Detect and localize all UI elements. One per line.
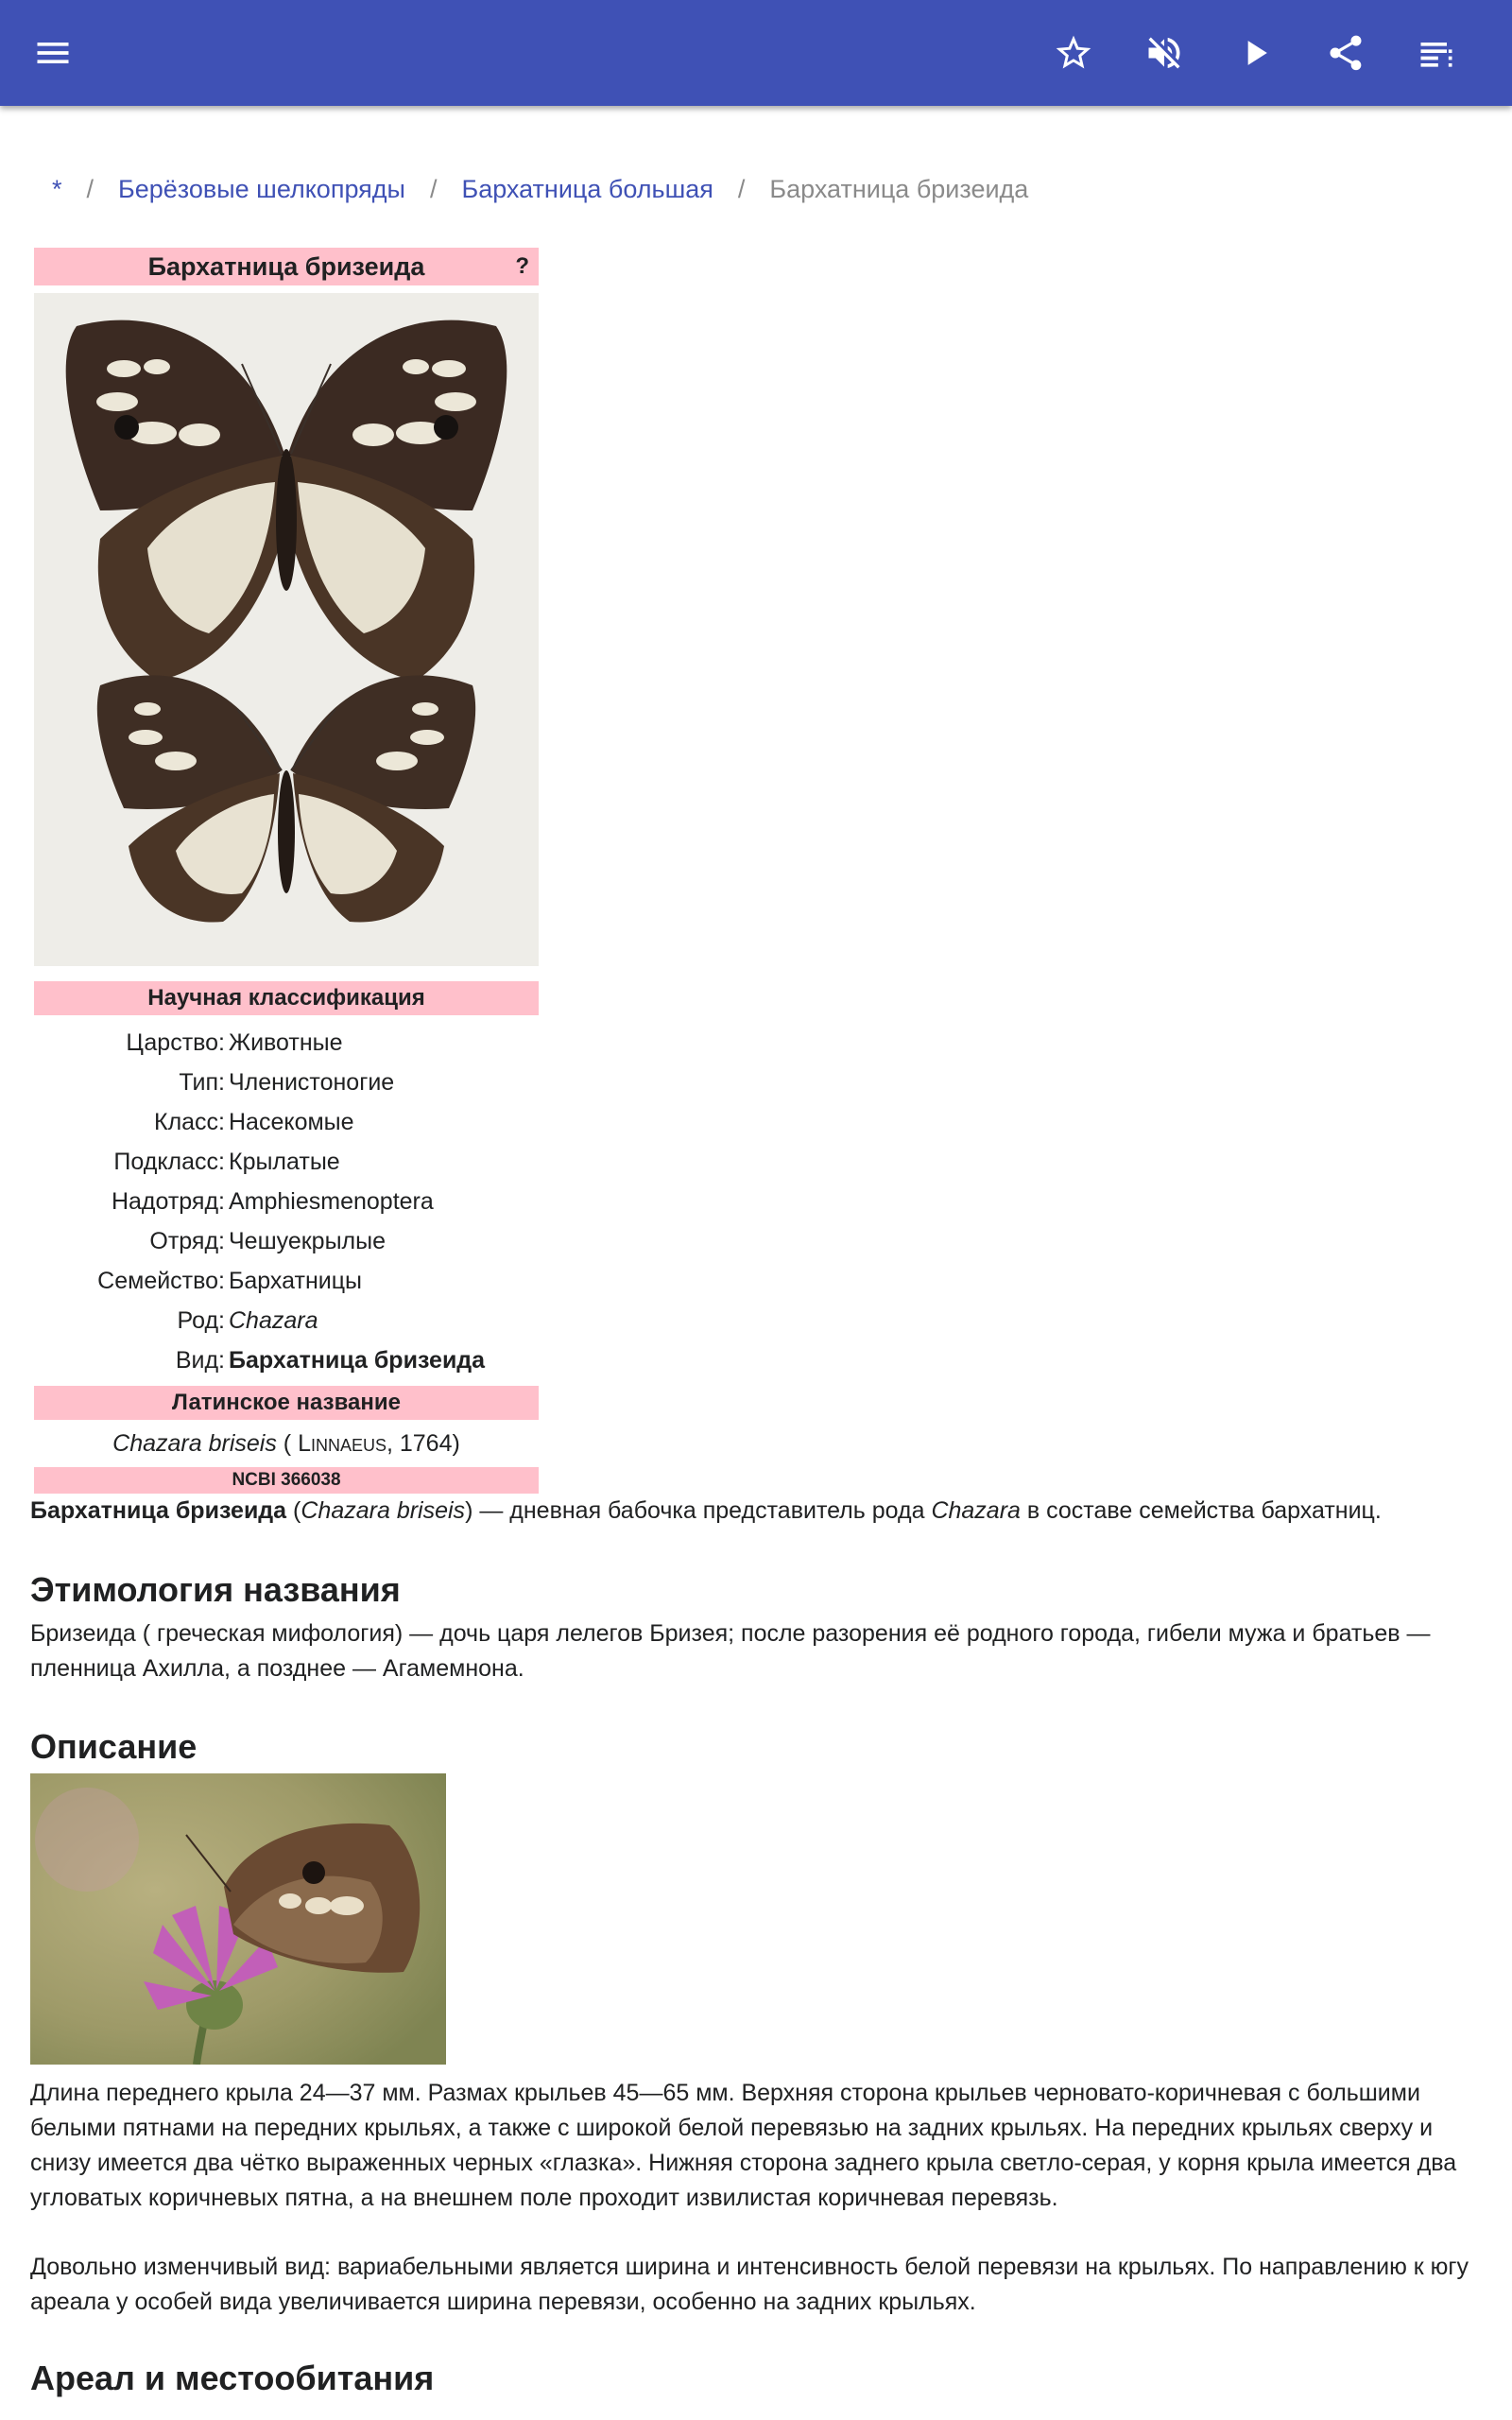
description-paragraph-1: Длина переднего крыла 24—37 мм. Размах крыльев 45—65 мм. Верхняя сторона крыльев черновато-коричневая с большими белыми пятнами на передних крыльях, а также с широкой белой перевязью на задних крыльях. На передних крыльях сверху и снизу имеется два чётко выраженных черных «глазка». Нижняя сторона заднего крыла светло-серая, у корня крыла имеется два угловатых коричневых пятна, а на внешнем поле проходит извилистая коричневая перевязь. — [30, 2080, 1457, 2211]
description-heading: Описание — [30, 1727, 198, 1766]
rank-label: Класс: — [154, 1109, 225, 1135]
rank-label: Подкласс: — [113, 1149, 225, 1175]
rank-label: Род: — [177, 1307, 225, 1334]
rank-value-link[interactable]: Amphiesmenoptera — [229, 1188, 434, 1215]
breadcrumb-current: Бархатница бризеида — [769, 174, 1029, 203]
intro-latin: Chazara briseis — [301, 1497, 466, 1524]
classification-row — [34, 1182, 539, 1221]
ncbi-link[interactable]: NCBI 366038 — [34, 1467, 539, 1494]
rank-value-link[interactable]: Chazara — [229, 1307, 318, 1334]
breadcrumb-separator: / — [86, 174, 94, 203]
etymology-heading: Этимология названия — [30, 1570, 401, 1609]
latin-name-header: Латинское название — [34, 1386, 539, 1420]
rank-label: Вид: — [175, 1347, 225, 1374]
play-icon — [1234, 32, 1276, 74]
share-icon — [1325, 32, 1366, 74]
rank-value-link[interactable]: Чешуекрылые — [229, 1228, 387, 1254]
rank-value-link[interactable]: Насекомые — [229, 1109, 354, 1135]
playlist-icon — [1416, 32, 1457, 74]
menu-button[interactable] — [26, 26, 79, 79]
taxobox — [34, 248, 539, 1494]
butterfly-photo[interactable] — [30, 1773, 446, 2065]
classification-row — [34, 1221, 539, 1261]
rank-value-link[interactable]: Животные — [229, 1029, 343, 1056]
classification-row — [34, 1023, 539, 1063]
specimen-image[interactable] — [34, 293, 539, 966]
breadcrumb-item-birch-moths[interactable]: Берёзовые шелкопряды — [118, 174, 405, 203]
help-link[interactable]: ? — [515, 253, 529, 279]
play-button[interactable] — [1228, 26, 1281, 79]
taxobox-title-text: Бархатница бризеида — [147, 252, 425, 281]
description-paragraph-2: Довольно изменчивый вид: вариабельными является ширина и интенсивность белой перевязи на крыльях. По направлению к югу ареала у особей вида увеличивается ширина перевязи, особенно на задних крыльях. — [30, 2254, 1469, 2315]
intro-paragraph — [30, 1494, 1476, 1529]
rank-value-link[interactable]: Членистоногие — [229, 1069, 395, 1096]
intro-text: в составе семейства бархатниц. — [1020, 1497, 1382, 1524]
classification-row — [34, 1142, 539, 1182]
breadcrumb-home[interactable]: * — [52, 174, 62, 203]
etymology-paragraph: Бризеида ( греческая мифология) — дочь царя лелегов Бризея; после разорения её родного города, гибели мужа и братьев — пленница Ахилла, а позднее — Агамемнона. — [30, 1620, 1431, 1682]
contents-button[interactable] — [1410, 26, 1463, 79]
rank-label: Тип: — [179, 1069, 225, 1096]
breadcrumb-item-great-banded-grayling[interactable]: Бархатница большая — [461, 174, 713, 203]
latin-binomial: Chazara briseis — [112, 1430, 277, 1457]
rank-label: Царство: — [126, 1029, 225, 1056]
app-bar — [0, 0, 1512, 106]
rank-label: Надотряд: — [111, 1188, 225, 1215]
menu-icon — [32, 32, 74, 74]
intro-genus-link[interactable]: Chazara — [931, 1497, 1021, 1524]
rank-value-link[interactable]: Бархатницы — [229, 1268, 363, 1294]
butterfly-specimens-illustration — [34, 293, 539, 966]
author-link[interactable]: Linnaeus — [298, 1430, 387, 1457]
rank-label: Семейство: — [97, 1268, 225, 1294]
classification-row — [34, 1340, 539, 1380]
rank-value: Бархатница бризеида — [229, 1347, 486, 1374]
range-heading: Ареал и местообитания — [30, 2359, 435, 2397]
star-outline-icon — [1053, 32, 1094, 74]
latin-year: , 1764) — [386, 1430, 460, 1457]
rank-value-link[interactable]: Крылатые — [229, 1149, 340, 1175]
classification-header: Научная классификация — [34, 981, 539, 1015]
classification-row — [34, 1102, 539, 1142]
intro-bold-title: Бархатница бризеида — [30, 1497, 287, 1524]
breadcrumb-separator: / — [737, 174, 746, 203]
rank-label: Отряд: — [149, 1228, 225, 1254]
breadcrumb-separator: / — [429, 174, 438, 203]
share-button[interactable] — [1319, 26, 1372, 79]
classification-row — [34, 1261, 539, 1301]
butterfly-on-thistle-photo — [30, 1773, 446, 2065]
bookmark-button[interactable] — [1047, 26, 1100, 79]
intro-text: ) — дневная бабочка представитель рода — [465, 1497, 932, 1524]
mute-button[interactable] — [1138, 26, 1191, 79]
intro-text: ( — [286, 1497, 301, 1524]
classification-row — [34, 1063, 539, 1102]
classification-row — [34, 1301, 539, 1340]
latin-paren: ( — [276, 1430, 299, 1457]
volume-off-icon — [1143, 32, 1185, 74]
classification-table — [34, 1023, 539, 1380]
latin-name — [34, 1420, 539, 1467]
breadcrumb — [52, 168, 1028, 210]
taxobox-title — [34, 248, 539, 285]
